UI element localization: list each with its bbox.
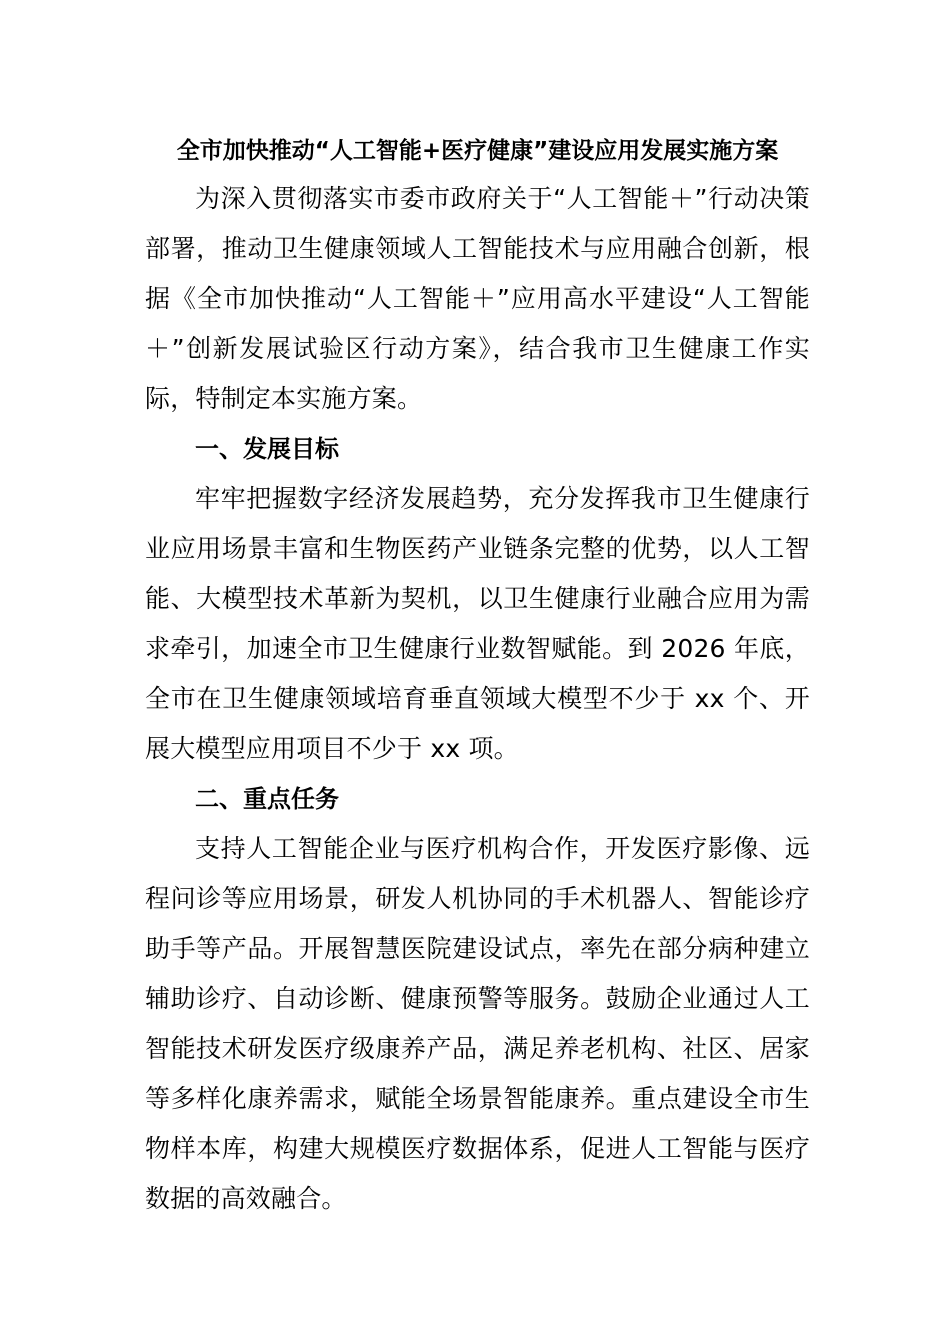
intro-paragraph: 为深入贯彻落实市委市政府关于“人工智能＋”行动决策部署，推动卫生健康领域人工智能技术与应用融合创新，根据《全市加快推动“人工智能＋”应用高水平建设“人工智能＋”创新发展试验区行动方案》，结合我市卫生健康工作实际，特制定本实施方案。: [145, 184, 810, 413]
section-heading-goals: 一、发展目标: [195, 435, 339, 463]
section-body-tasks: 支持人工智能企业与医疗机构合作，开发医疗影像、远程问诊等应用场景，研发人机协同的手术机器人、智能诊疗助手等产品。开展智慧医院建设试点，率先在部分病种建立辅助诊疗、自动诊断、健康预警等服务。鼓励企业通过人工智能技术研发医疗级康养产品，满足养老机构、社区、居家等多样化康养需求，赋能全场景智能康养。重点建设全市生物样本库，构建大规模医疗数据体系，促进人工智能与医疗数据的高效融合。: [145, 834, 810, 1213]
section-body-goals: 牢牢把握数字经济发展趋势，充分发挥我市卫生健康行业应用场景丰富和生物医药产业链条完整的优势，以人工智能、大模型技术革新为契机，以卫生健康行业融合应用为需求牵引，加速全市卫生健康行业数智赋能。到 2026 年底，全市在卫生健康领域培育垂直领域大模型不少于 xx 个、开展大模型应用项目不少于 xx 项。: [145, 484, 810, 763]
document-page: [145, 128, 810, 1224]
document-title: 全市加快推动“人工智能+医疗健康”建设应用发展实施方案: [176, 138, 779, 164]
section-heading-tasks: 二、重点任务: [195, 785, 339, 813]
